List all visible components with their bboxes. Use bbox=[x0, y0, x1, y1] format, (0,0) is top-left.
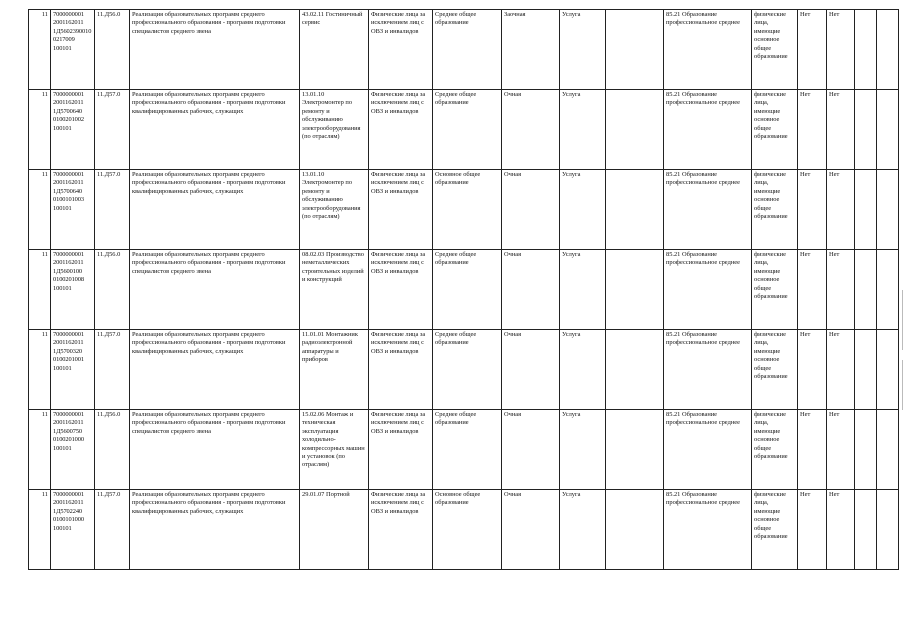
services-table bbox=[28, 9, 899, 570]
scan-edge-mark bbox=[902, 360, 903, 410]
category-cell: физические лица, имеющие основное общее образование bbox=[752, 410, 798, 490]
service-name-cell: Реализация образовательных программ среднего профессионального образования - программ подготовки квалифицированных рабочих, служащих bbox=[130, 490, 300, 570]
consumers-cell: Физические лица за исключением лиц с ОВЗ и инвалидов bbox=[369, 10, 433, 90]
base-level-cell: Основное общее образование bbox=[433, 490, 502, 570]
service-type-cell: 11.Д56.0 bbox=[95, 10, 130, 90]
table-row bbox=[29, 90, 899, 170]
table-row bbox=[29, 250, 899, 330]
table-row bbox=[29, 330, 899, 410]
specialty-cell: 08.02.03 Производство неметаллических строительных изделий и конструкций bbox=[300, 250, 369, 330]
table-row bbox=[29, 170, 899, 250]
consumers-cell: Физические лица за исключением лиц с ОВЗ и инвалидов bbox=[369, 170, 433, 250]
base-level-cell: Среднее общее образование bbox=[433, 250, 502, 330]
flag-cell: Нет bbox=[827, 170, 855, 250]
empty-cell bbox=[877, 250, 899, 330]
service-type-cell: 11.Д57.0 bbox=[95, 90, 130, 170]
specialty-cell: 13.01.10 Электромонтер по ремонту и обслуживанию электрооборудования (по отраслям) bbox=[300, 90, 369, 170]
registry-code-cell: 7000000001 2001162011 1Д5600100 0100201008 100101 bbox=[51, 250, 95, 330]
table-body bbox=[29, 10, 899, 570]
kind-cell: Услуга bbox=[560, 170, 606, 250]
category-cell: физические лица, имеющие основное общее образование bbox=[752, 490, 798, 570]
flag-cell: Нет bbox=[798, 410, 827, 490]
table-row bbox=[29, 410, 899, 490]
okved-cell: 85.21 Образование профессиональное среднее bbox=[664, 250, 752, 330]
consumers-cell: Физические лица за исключением лиц с ОВЗ и инвалидов bbox=[369, 90, 433, 170]
consumers-cell: Физические лица за исключением лиц с ОВЗ и инвалидов bbox=[369, 250, 433, 330]
service-name-cell: Реализация образовательных программ среднего профессионального образования - программ подготовки квалифицированных рабочих, служащих bbox=[130, 330, 300, 410]
kind-cell: Услуга bbox=[560, 250, 606, 330]
consumers-cell: Физические лица за исключением лиц с ОВЗ и инвалидов bbox=[369, 330, 433, 410]
study-form-cell: Заочная bbox=[502, 10, 560, 90]
kind-cell: Услуга bbox=[560, 330, 606, 410]
consumers-cell: Физические лица за исключением лиц с ОВЗ и инвалидов bbox=[369, 410, 433, 490]
flag-cell: Нет bbox=[827, 490, 855, 570]
service-name-cell: Реализация образовательных программ среднего профессионального образования - программ подготовки специалистов среднего звена bbox=[130, 250, 300, 330]
empty-cell bbox=[606, 90, 664, 170]
category-cell: физические лица, имеющие основное общее образование bbox=[752, 10, 798, 90]
registry-code-cell: 7000000001 2001162011 1Д56023900100217009 100101 bbox=[51, 10, 95, 90]
registry-code-cell: 7000000001 2001162011 1Д5700640 0100101003 100101 bbox=[51, 170, 95, 250]
service-name-cell: Реализация образовательных программ среднего профессионального образования - программ подготовки квалифицированных рабочих, служащих bbox=[130, 170, 300, 250]
empty-cell bbox=[606, 490, 664, 570]
row-number-cell: 11 bbox=[29, 330, 51, 410]
specialty-cell: 15.02.06 Монтаж и техническая эксплуатация холодильно-компрессорных машин и установок (по отраслям) bbox=[300, 410, 369, 490]
service-type-cell: 11.Д57.0 bbox=[95, 330, 130, 410]
empty-cell bbox=[855, 330, 877, 410]
empty-cell bbox=[855, 10, 877, 90]
kind-cell: Услуга bbox=[560, 10, 606, 90]
study-form-cell: Очная bbox=[502, 330, 560, 410]
empty-cell bbox=[877, 90, 899, 170]
row-number-cell: 11 bbox=[29, 170, 51, 250]
okved-cell: 85.21 Образование профессиональное среднее bbox=[664, 410, 752, 490]
service-name-cell: Реализация образовательных программ среднего профессионального образования - программ подготовки квалифицированных рабочих, служащих bbox=[130, 90, 300, 170]
row-number-cell: 11 bbox=[29, 250, 51, 330]
okved-cell: 85.21 Образование профессиональное среднее bbox=[664, 10, 752, 90]
category-cell: физические лица, имеющие основное общее образование bbox=[752, 170, 798, 250]
empty-cell bbox=[855, 90, 877, 170]
service-type-cell: 11.Д57.0 bbox=[95, 170, 130, 250]
study-form-cell: Очная bbox=[502, 490, 560, 570]
flag-cell: Нет bbox=[827, 410, 855, 490]
okved-cell: 85.21 Образование профессиональное среднее bbox=[664, 90, 752, 170]
empty-cell bbox=[877, 330, 899, 410]
service-name-cell: Реализация образовательных программ среднего профессионального образования - программ подготовки специалистов среднего звена bbox=[130, 410, 300, 490]
empty-cell bbox=[877, 10, 899, 90]
empty-cell bbox=[606, 410, 664, 490]
empty-cell bbox=[855, 250, 877, 330]
category-cell: физические лица, имеющие основное общее образование bbox=[752, 90, 798, 170]
service-type-cell: 11.Д57.0 bbox=[95, 490, 130, 570]
specialty-cell: 29.01.07 Портной bbox=[300, 490, 369, 570]
registry-code-cell: 7000000001 2001162011 1Д5600750 0100201000 100101 bbox=[51, 410, 95, 490]
service-type-cell: 11.Д56.0 bbox=[95, 410, 130, 490]
empty-cell bbox=[606, 170, 664, 250]
flag-cell: Нет bbox=[798, 250, 827, 330]
empty-cell bbox=[855, 410, 877, 490]
specialty-cell: 11.01.01 Монтажник радиоэлектронной аппаратуры и приборов bbox=[300, 330, 369, 410]
empty-cell bbox=[855, 490, 877, 570]
row-number-cell: 11 bbox=[29, 90, 51, 170]
flag-cell: Нет bbox=[827, 250, 855, 330]
table-row bbox=[29, 10, 899, 90]
registry-code-cell: 7000000001 2001162011 1Д5700320 0100201001 100101 bbox=[51, 330, 95, 410]
specialty-cell: 13.01.10 Электромонтер по ремонту и обслуживанию электрооборудования (по отраслям) bbox=[300, 170, 369, 250]
kind-cell: Услуга bbox=[560, 410, 606, 490]
study-form-cell: Очная bbox=[502, 90, 560, 170]
empty-cell bbox=[606, 10, 664, 90]
service-name-cell: Реализация образовательных программ среднего профессионального образования - программ подготовки специалистов среднего звена bbox=[130, 10, 300, 90]
study-form-cell: Очная bbox=[502, 170, 560, 250]
category-cell: физические лица, имеющие основное общее образование bbox=[752, 330, 798, 410]
consumers-cell: Физические лица за исключением лиц с ОВЗ и инвалидов bbox=[369, 490, 433, 570]
flag-cell: Нет bbox=[798, 170, 827, 250]
flag-cell: Нет bbox=[798, 90, 827, 170]
row-number-cell: 11 bbox=[29, 490, 51, 570]
empty-cell bbox=[606, 330, 664, 410]
base-level-cell: Среднее общее образование bbox=[433, 10, 502, 90]
document-sheet bbox=[28, 9, 899, 570]
flag-cell: Нет bbox=[827, 90, 855, 170]
empty-cell bbox=[877, 490, 899, 570]
empty-cell bbox=[877, 170, 899, 250]
specialty-cell: 43.02.11 Гостиничный сервис bbox=[300, 10, 369, 90]
registry-code-cell: 7000000001 2001162011 1Д5700640 0100201002 100101 bbox=[51, 90, 95, 170]
flag-cell: Нет bbox=[798, 10, 827, 90]
kind-cell: Услуга bbox=[560, 490, 606, 570]
study-form-cell: Очная bbox=[502, 250, 560, 330]
table-row bbox=[29, 490, 899, 570]
empty-cell bbox=[877, 410, 899, 490]
category-cell: физические лица, имеющие основное общее образование bbox=[752, 250, 798, 330]
flag-cell: Нет bbox=[827, 10, 855, 90]
okved-cell: 85.21 Образование профессиональное среднее bbox=[664, 490, 752, 570]
flag-cell: Нет bbox=[798, 490, 827, 570]
okved-cell: 85.21 Образование профессиональное среднее bbox=[664, 170, 752, 250]
flag-cell: Нет bbox=[798, 330, 827, 410]
empty-cell bbox=[606, 250, 664, 330]
kind-cell: Услуга bbox=[560, 90, 606, 170]
base-level-cell: Основное общее образование bbox=[433, 170, 502, 250]
row-number-cell: 11 bbox=[29, 410, 51, 490]
base-level-cell: Среднее общее образование bbox=[433, 330, 502, 410]
scan-edge-mark bbox=[902, 290, 903, 350]
row-number-cell: 11 bbox=[29, 10, 51, 90]
okved-cell: 85.21 Образование профессиональное среднее bbox=[664, 330, 752, 410]
registry-code-cell: 7000000001 2001162011 1Д5702240 0100101000 100101 bbox=[51, 490, 95, 570]
empty-cell bbox=[855, 170, 877, 250]
flag-cell: Нет bbox=[827, 330, 855, 410]
base-level-cell: Среднее общее образование bbox=[433, 90, 502, 170]
service-type-cell: 11.Д56.0 bbox=[95, 250, 130, 330]
base-level-cell: Среднее общее образование bbox=[433, 410, 502, 490]
study-form-cell: Очная bbox=[502, 410, 560, 490]
